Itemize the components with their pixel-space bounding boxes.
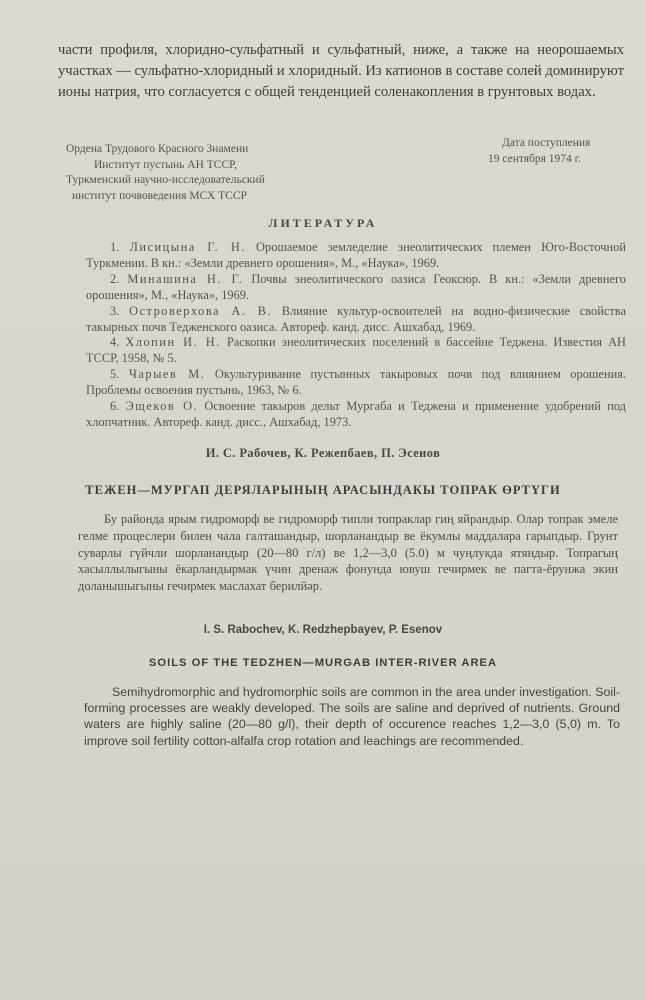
item-number: 3. (110, 303, 120, 318)
item-number: 1. (110, 240, 120, 254)
literature-item (86, 240, 626, 272)
item-rest: Орошаемое земледелие энеолитических племен Юго-Восточной Туркмении. В кн.: «Земли древнего орошения», М., «Наука», 1969. (86, 240, 626, 270)
summary-en-authors: I. S. Rabochev, K. Redzhepbayev, P. Esenov (203, 624, 443, 636)
intro-text: части профиля, хлоридно-сульфатный и сульфатный, ниже, а также на неорошаемых участках — сульфатно-хлоридный и хлоридный. Из катионов в составе солей доминируют ионы натрия, что согласуется с общей тенденцией соленакопления в грунтовых водах. (58, 42, 624, 100)
literature-item (86, 399, 626, 431)
intro-paragraph (58, 40, 624, 103)
item-number: 5. (110, 367, 120, 382)
affiliation-line: Институт пустынь АН ТССР, (94, 158, 237, 171)
item-author: Хлопин И. Н. (125, 335, 221, 350)
item-author: Лисицына Г. Н. (129, 240, 246, 254)
item-rest: Раскопки энеолитических поселений в бассейне Теджена. Известия АН ТССР, 1958, № 5. (86, 335, 627, 366)
item-number: 2. (110, 271, 120, 286)
literature-item (86, 272, 626, 304)
item-rest: Влияние культур-освоителей на водно-физические свойства такырных почв Тедженского оазиса. Автореф. канд. дисс. Ашхабад, 1969. (86, 303, 626, 334)
affiliation-line: Туркменский научно-исследовательский (66, 174, 265, 186)
received-label: Дата поступления (502, 137, 591, 149)
literature-item (86, 304, 626, 336)
item-rest: Окультуривание пустынных такыровых почв под влиянием орошения. Проблемы освоения пустынь, 1963, № 6. (86, 367, 626, 398)
summary-en-abstract (84, 684, 620, 749)
received-date-block (488, 136, 638, 167)
summary-en-text: Semihydromorphic and hydromorphic soils are common in the area under investigation. Soil-forming processes are weakly developed. The soils are saline and deprived of nutrients. Ground waters are highly saline (20—80 g/l), their depth of occurence reaches 1,2—3,0 (5,0) m. To improve soil fertility cotton-alfalfa crop rotation and leachings are recommended. (84, 685, 620, 748)
summary-en-title: SOILS OF THE TEDZHEN—MURGAB INTER-RIVER AREA (148, 657, 498, 669)
item-rest: Почвы энеолитического оазиса Геоксюр. В кн.: «Земли древнего орошения», М., «Наука», 1969. (86, 271, 627, 302)
item-author: Островерхова А. В. (129, 303, 273, 318)
summary-tk-authors: И. С. Рабочев, К. Режепбаев, П. Эсенов (205, 446, 441, 460)
item-rest: Освоение такыров дельт Мургаба и Теджена и применение удобрений под хлопчатник. Автореф. канд. дисс., Ашхабад, 1973. (86, 399, 626, 429)
summary-tk-text: Бу районда ярым гидроморф ве гидроморф типли топраклар гиң яйрандыр. Олар топрак эмеле гелме процеслери билен чала галташандыр, шорланандыр ве ёкумлы маддалара гарыпдыр. Грунт суварлы гүйчли шорланандыр (20—80 г/л) ве 1,2—3,0 (5.0) м чуңлукда ятяндыр. Топрагың хасыллылыгыны ёкарландырмак үчин дренаж фонунда ювуш гечирмек ве пагта-ёрунжа экин доланышыгыны гечирмек маслахат берилйәр. (78, 512, 618, 594)
affiliation-line: Ордена Трудового Красного Знамени (66, 143, 249, 155)
received-date: 19 сентября 1974 г. (488, 152, 581, 165)
item-number: 4. (110, 335, 120, 350)
item-author: Эщеков О. (125, 399, 199, 414)
literature-item (86, 367, 626, 399)
item-number: 6. (110, 399, 120, 414)
item-author: Чарыев М. (128, 367, 206, 382)
affiliation-block (66, 142, 336, 204)
summary-tk-abstract (78, 511, 618, 595)
affiliation-line: институт почвоведения МСХ ТССР (72, 189, 247, 202)
summary-tk-title: ТЕЖЕН—МУРГАП ДЕРЯЛАРЫНЫҢ АРАСЫНДАКЫ ТОПРАК ӨРТҮГИ (85, 483, 561, 497)
literature-list (86, 240, 626, 431)
item-author: Минашина Н. Г. (127, 271, 244, 286)
literature-heading: ЛИТЕРАТУРА (268, 216, 378, 230)
literature-item (86, 335, 626, 367)
